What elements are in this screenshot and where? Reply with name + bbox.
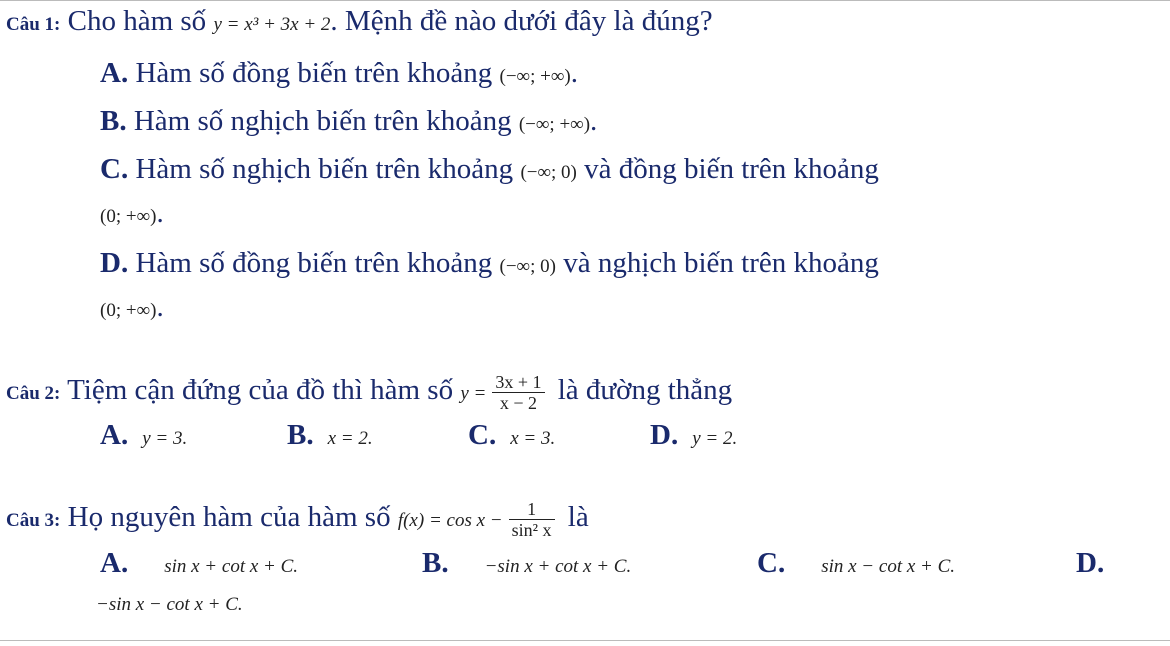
q1-label: Câu 1: bbox=[6, 14, 61, 35]
q1-option-b[interactable] bbox=[100, 104, 597, 142]
fraction-denominator: x − 2 bbox=[499, 392, 537, 413]
q3-option-d-text bbox=[96, 584, 243, 622]
option-letter: A. bbox=[100, 57, 129, 89]
option-letter: D. bbox=[100, 247, 129, 279]
option-text: y = 3. bbox=[142, 428, 188, 449]
option-letter: B. bbox=[422, 547, 449, 579]
fraction-numerator: 3x + 1 bbox=[492, 372, 544, 393]
option-letter: C. bbox=[468, 419, 497, 451]
option-text: x = 3. bbox=[510, 428, 556, 449]
q2-stem bbox=[6, 368, 732, 416]
option-end: . bbox=[156, 197, 164, 229]
q3-lhs: f(x) = cos x − bbox=[397, 510, 503, 531]
q1-option-a[interactable] bbox=[100, 56, 578, 94]
option-text: Hàm số đồng biến trên khoảng bbox=[135, 57, 493, 89]
option-letter: C. bbox=[757, 547, 786, 579]
option-letter: C. bbox=[100, 153, 129, 185]
q3-option-c[interactable] bbox=[757, 546, 955, 584]
option-text: Hàm số đồng biến trên khoảng bbox=[135, 247, 493, 279]
q2-lhs: y = bbox=[460, 383, 487, 404]
q1-question: . Mệnh đề nào dưới đây là đúng? bbox=[330, 5, 713, 37]
q2-label: Câu 2: bbox=[6, 383, 61, 404]
fraction-denominator: sin² x bbox=[511, 519, 552, 540]
q2-option-a[interactable] bbox=[100, 418, 187, 456]
q2-option-b[interactable] bbox=[287, 418, 373, 456]
q2-intro: Tiệm cận đứng của đồ thì hàm số bbox=[67, 374, 454, 406]
q1-function: y = x³ + 3x + 2 bbox=[213, 14, 331, 35]
q2-options bbox=[0, 418, 1170, 452]
q1-stem bbox=[6, 4, 713, 42]
option-text: x = 2. bbox=[327, 428, 373, 449]
option-interval-2: (0; +∞) bbox=[100, 300, 157, 321]
q3-option-a[interactable] bbox=[100, 546, 298, 584]
q2-fraction bbox=[492, 372, 544, 413]
bottom-rule bbox=[0, 640, 1170, 641]
q1-option-c-cont bbox=[100, 196, 164, 234]
option-letter: A. bbox=[100, 419, 129, 451]
q3-option-d[interactable] bbox=[1076, 546, 1104, 580]
option-interval: (−∞; +∞) bbox=[499, 66, 571, 87]
q1-option-d-cont bbox=[100, 290, 164, 328]
q3-intro: Họ nguyên hàm của hàm số bbox=[67, 501, 391, 533]
q3-options bbox=[0, 546, 1170, 580]
option-text: −sin x + cot x + C. bbox=[484, 556, 632, 577]
option-end: . bbox=[570, 57, 578, 89]
option-text: −sin x − cot x + C. bbox=[96, 594, 243, 615]
option-text: sin x − cot x + C. bbox=[821, 556, 956, 577]
option-interval: (−∞; 0) bbox=[499, 256, 556, 277]
option-end: . bbox=[156, 291, 164, 323]
option-letter: A. bbox=[100, 547, 129, 579]
q1-option-c[interactable] bbox=[100, 152, 879, 190]
option-interval-2: (0; +∞) bbox=[100, 206, 157, 227]
option-letter: B. bbox=[287, 419, 314, 451]
option-mid: và nghịch biến trên khoảng bbox=[563, 247, 879, 279]
option-end: . bbox=[590, 105, 598, 137]
q3-stem bbox=[6, 492, 589, 546]
top-rule bbox=[0, 0, 1170, 1]
option-text: y = 2. bbox=[692, 428, 738, 449]
q2-outro: là đường thẳng bbox=[557, 374, 733, 406]
fraction-numerator: 1 bbox=[509, 499, 555, 520]
option-letter: D. bbox=[650, 419, 679, 451]
option-letter: B. bbox=[100, 105, 127, 137]
option-letter: D. bbox=[1076, 547, 1105, 579]
q3-option-b[interactable] bbox=[422, 546, 631, 584]
option-text: Hàm số nghịch biến trên khoảng bbox=[133, 105, 512, 137]
q3-label: Câu 3: bbox=[6, 510, 61, 531]
q1-option-d[interactable] bbox=[100, 246, 879, 284]
option-text: sin x + cot x + C. bbox=[164, 556, 299, 577]
option-interval: (−∞; +∞) bbox=[518, 114, 591, 135]
q3-outro: là bbox=[567, 501, 589, 533]
option-mid: và đồng biến trên khoảng bbox=[584, 153, 879, 185]
q2-option-c[interactable] bbox=[468, 418, 555, 456]
q2-option-d[interactable] bbox=[650, 418, 737, 456]
option-interval: (−∞; 0) bbox=[520, 162, 577, 183]
q3-fraction bbox=[509, 499, 555, 540]
q1-intro: Cho hàm số bbox=[67, 5, 207, 37]
option-text: Hàm số nghịch biến trên khoảng bbox=[135, 153, 514, 185]
